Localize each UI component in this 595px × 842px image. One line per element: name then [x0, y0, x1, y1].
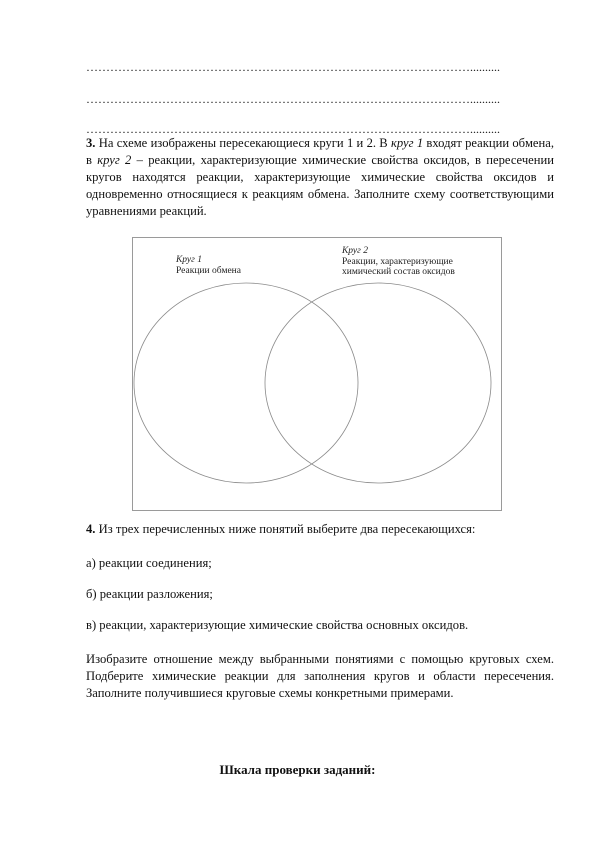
task-3-text-2: входят реакции обмена, в: [86, 136, 554, 167]
venn-diagram-frame: [132, 237, 502, 511]
task-3-paragraph: [86, 135, 554, 220]
task-3-text-1: На схеме изображены пересекающиеся круги 1 и 2. В: [95, 136, 391, 150]
circle-1-description: Реакции обмена: [176, 265, 241, 276]
task-4-number: 4.: [86, 522, 96, 536]
circle-2-label: [342, 246, 455, 278]
task-3-circle1-ref: круг 1: [391, 136, 424, 150]
task-4-option-c: в) реакции, характеризующие химические свойства основных оксидов.: [86, 618, 469, 632]
circle-1-shape: [134, 283, 358, 483]
circle-2-description-line-1: Реакции, характеризующие: [342, 256, 453, 267]
task-4-option-b: б) реакции разложения;: [86, 587, 213, 601]
task-4-intro: [86, 521, 554, 538]
circle-2-description-line-2: химический состав оксидов: [342, 267, 455, 277]
task-4-option-a: а) реакции соединения;: [86, 556, 212, 570]
answer-dotted-line-3: ……………………………………………………………………………………..........: [86, 122, 500, 136]
venn-diagram: [133, 238, 501, 510]
grading-scale-heading: Шкала проверки заданий:: [219, 762, 376, 777]
task-3-text-3: – реакции, характеризующие химические свойства оксидов, в пересечении кругов находятся реакции, характеризующие химические свойства оксидов и одновременно относящиеся к реакциям обмена. Заполните схему соответствующими уравнениями реакций.: [86, 153, 554, 218]
task-3-number: 3.: [86, 136, 96, 150]
answer-dotted-line-2: ……………………………………………………………………………………..........: [86, 92, 500, 106]
answer-dotted-line-1: ……………………………………………………………………………………..........: [86, 60, 500, 74]
circle-1-title: Круг 1: [176, 255, 202, 265]
task-4-intro-text: Из трех перечисленных ниже понятий выберите два пересекающихся:: [95, 522, 476, 536]
circle-2-title: Круг 2: [342, 246, 368, 256]
circle-1-label: [176, 255, 241, 276]
task-3-circle2-ref: круг 2: [97, 153, 132, 167]
task-4-instruction: Изобразите отношение между выбранными понятиями с помощью круговых схем. Подберите химические реакции для заполнения кругов и области пересечения. Заполните получившиеся круговые схемы конкретными примерами.: [86, 652, 554, 700]
circle-2-shape: [265, 283, 491, 483]
